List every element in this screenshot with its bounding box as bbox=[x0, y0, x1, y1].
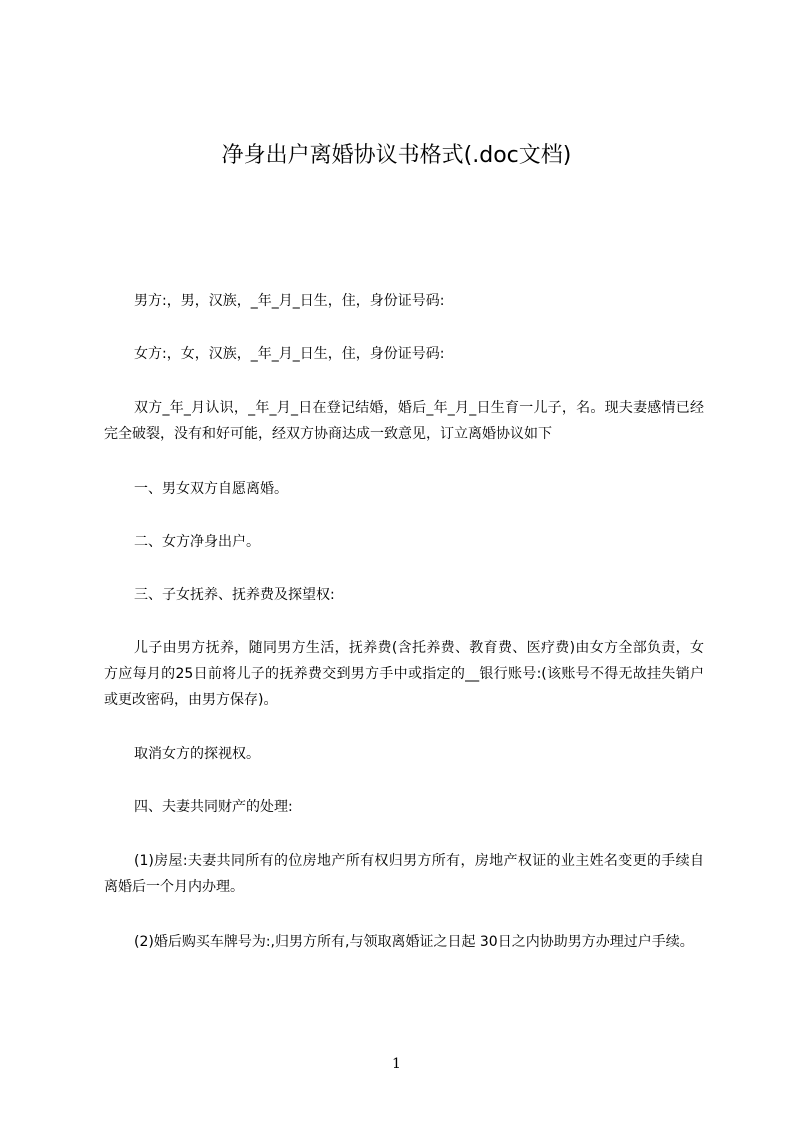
document-title: 净身出户离婚协议书格式(.doc文档) bbox=[221, 143, 572, 168]
paragraph-visitation: 取消女方的探视权。 bbox=[134, 746, 260, 762]
clause-two: 二、女方净身出户。 bbox=[134, 534, 260, 550]
clause-three-heading: 三、子女抚养、抚养费及探望权: bbox=[134, 587, 335, 603]
paragraph-car: (2)婚后购买车牌号为:,归男方所有,与领取离婚证之日起 30日之内协助男方办理过户手续。 bbox=[134, 934, 694, 950]
paragraph-background: 双方_年_月认识，_年_月_日在登记结婚，婚后_年_月_日生育一儿子，名。现夫妻感情已经完全破裂，没有和好可能，经双方协商达成一致意见，订立离婚协议如下 bbox=[104, 400, 704, 442]
clause-one: 一、男女双方自愿离婚。 bbox=[134, 481, 288, 497]
paragraph-wife-info: 女方:，女，汉族，_年_月_日生，住，身份证号码: bbox=[134, 346, 445, 362]
page-number: 1 bbox=[392, 1056, 401, 1072]
paragraph-child-support: 儿子由男方抚养，随同男方生活，抚养费(含托养费、教育费、医疗费)由女方全部负责，女方应每月的25日前将儿子的抚养费交到男方手中或指定的__银行账号:(该账号不得无故挂失销户或更改密码，由男方保存)。 bbox=[104, 640, 704, 708]
clause-four-heading: 四、夫妻共同财产的处理: bbox=[134, 799, 293, 815]
paragraph-husband-info: 男方:，男，汉族，_年_月_日生，住，身份证号码: bbox=[134, 293, 445, 309]
paragraph-house: (1)房屋:夫妻共同所有的位房地产所有权归男方所有，房地产权证的业主姓名变更的手续自离婚后一个月内办理。 bbox=[104, 853, 704, 895]
